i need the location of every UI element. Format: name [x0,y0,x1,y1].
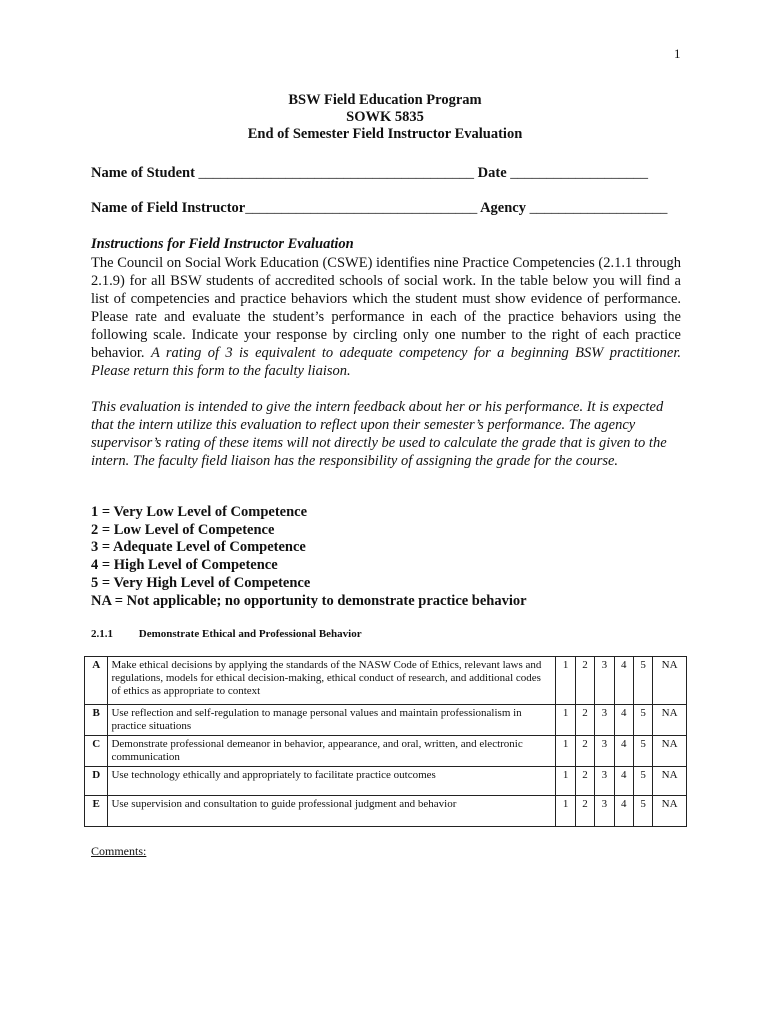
date-label: Date [477,165,507,181]
scale-item-na: NA = Not applicable; no opportunity to demonstrate practice behavior [91,592,527,609]
row-description: Use supervision and consultation to guide professional judgment and behavior [108,796,556,827]
competency-table [84,656,687,827]
scale-item-4: 4 = High Level of Competence [91,557,278,574]
rating-na[interactable]: NA [653,657,687,705]
title-course: SOWK 5835 [346,109,424,125]
agency-label: Agency [480,200,526,216]
row-description: Use technology ethically and appropriately to facilitate practice outcomes [108,767,556,796]
instructions-paragraph [91,254,681,380]
table-row [85,796,687,827]
date-field[interactable]: ___________________ [510,165,649,181]
rating-4[interactable]: 4 [614,705,633,736]
table-row [85,736,687,767]
rating-na[interactable]: NA [653,736,687,767]
field-instructor-label: Name of Field Instructor [91,200,246,216]
row-description: Use reflection and self-regulation to manage personal values and maintain professionalism in practice situations [108,705,556,736]
rating-2[interactable]: 2 [575,796,594,827]
rating-5[interactable]: 5 [633,657,652,705]
instructions-text: The Council on Social Work Education (CSWE) identifies nine Practice Competencies (2.1.1 through 2.1.9) for all BSW students of accredited schools of social work. In the table below you will find a list of competencies and practice behaviors which the student must show evidence of performance. Please rate and evaluate the student’s performance in each of the practice behaviors using the following scale. Indicate your response by circling only one number to the right of each practice behavior. [91,255,681,361]
student-name-label: Name of Student [91,165,195,181]
rating-5[interactable]: 5 [633,736,652,767]
title-evaluation: End of Semester Field Instructor Evaluation [247,126,523,142]
rating-5[interactable]: 5 [633,705,652,736]
rating-3[interactable]: 3 [595,705,614,736]
rating-1[interactable]: 1 [556,657,575,705]
rating-2[interactable]: 2 [575,657,594,705]
rating-5[interactable]: 5 [633,796,652,827]
page-number: 1 [674,46,681,61]
row-letter: E [85,796,108,827]
agency-field[interactable]: ___________________ [529,200,668,216]
rating-2[interactable]: 2 [575,705,594,736]
rating-4[interactable]: 4 [614,796,633,827]
rating-5[interactable]: 5 [633,767,652,796]
field-instructor-field[interactable]: ________________________________ [245,200,478,216]
scale-item-3: 3 = Adequate Level of Competence [91,539,306,556]
row-letter: C [85,736,108,767]
rating-1[interactable]: 1 [556,705,575,736]
row-letter: A [85,657,108,705]
rating-scale [91,504,527,610]
section-number: 2.1.1 [91,628,113,640]
rating-na[interactable]: NA [653,767,687,796]
rating-1[interactable]: 1 [556,767,575,796]
section-heading [91,628,362,640]
title-program: BSW Field Education Program [288,92,482,108]
student-date-line [91,165,648,182]
evaluation-purpose-paragraph: This evaluation is intended to give the intern feedback about her or his performance. It is expected that the intern utilize this evaluation to reflect upon their semester’s performance. The agency supervisor’s rating of these items will not directly be used to calculate the grade that is given to the intern. The faculty field liaison has the responsibility of assigning the grade for the course. [91,399,667,469]
table-row [85,657,687,705]
table-row [85,705,687,736]
section-title: Demonstrate Ethical and Professional Behavior [138,628,362,640]
rating-2[interactable]: 2 [575,767,594,796]
table-row [85,767,687,796]
document-title [0,92,770,143]
rating-na[interactable]: NA [653,705,687,736]
rating-4[interactable]: 4 [614,736,633,767]
student-name-field[interactable]: ______________________________________ [198,165,475,181]
scale-item-2: 2 = Low Level of Competence [91,521,275,538]
rating-1[interactable]: 1 [556,796,575,827]
rating-na[interactable]: NA [653,796,687,827]
rating-4[interactable]: 4 [614,657,633,705]
rating-4[interactable]: 4 [614,767,633,796]
instructions-italic-text: A rating of 3 is equivalent to adequate competency for a beginning BSW practitioner. Please return this form to the faculty liaison. [91,345,681,379]
instructor-agency-line [91,200,667,217]
comments-label: Comments: [91,844,147,858]
scale-item-1: 1 = Very Low Level of Competence [91,504,308,520]
rating-3[interactable]: 3 [595,736,614,767]
row-letter: D [85,767,108,796]
row-description: Make ethical decisions by applying the standards of the NASW Code of Ethics, relevant laws and regulations, models for ethical decision-making, ethical conduct of research, and additional codes of ethics as appropriate to context [108,657,556,705]
rating-2[interactable]: 2 [575,736,594,767]
row-description: Demonstrate professional demeanor in behavior, appearance, and oral, written, and electronic communication [108,736,556,767]
scale-item-5: 5 = Very High Level of Competence [91,574,311,591]
row-letter: B [85,705,108,736]
instructions-heading: Instructions for Field Instructor Evaluation [91,236,354,252]
rating-3[interactable]: 3 [595,657,614,705]
rating-3[interactable]: 3 [595,796,614,827]
rating-1[interactable]: 1 [556,736,575,767]
rating-3[interactable]: 3 [595,767,614,796]
